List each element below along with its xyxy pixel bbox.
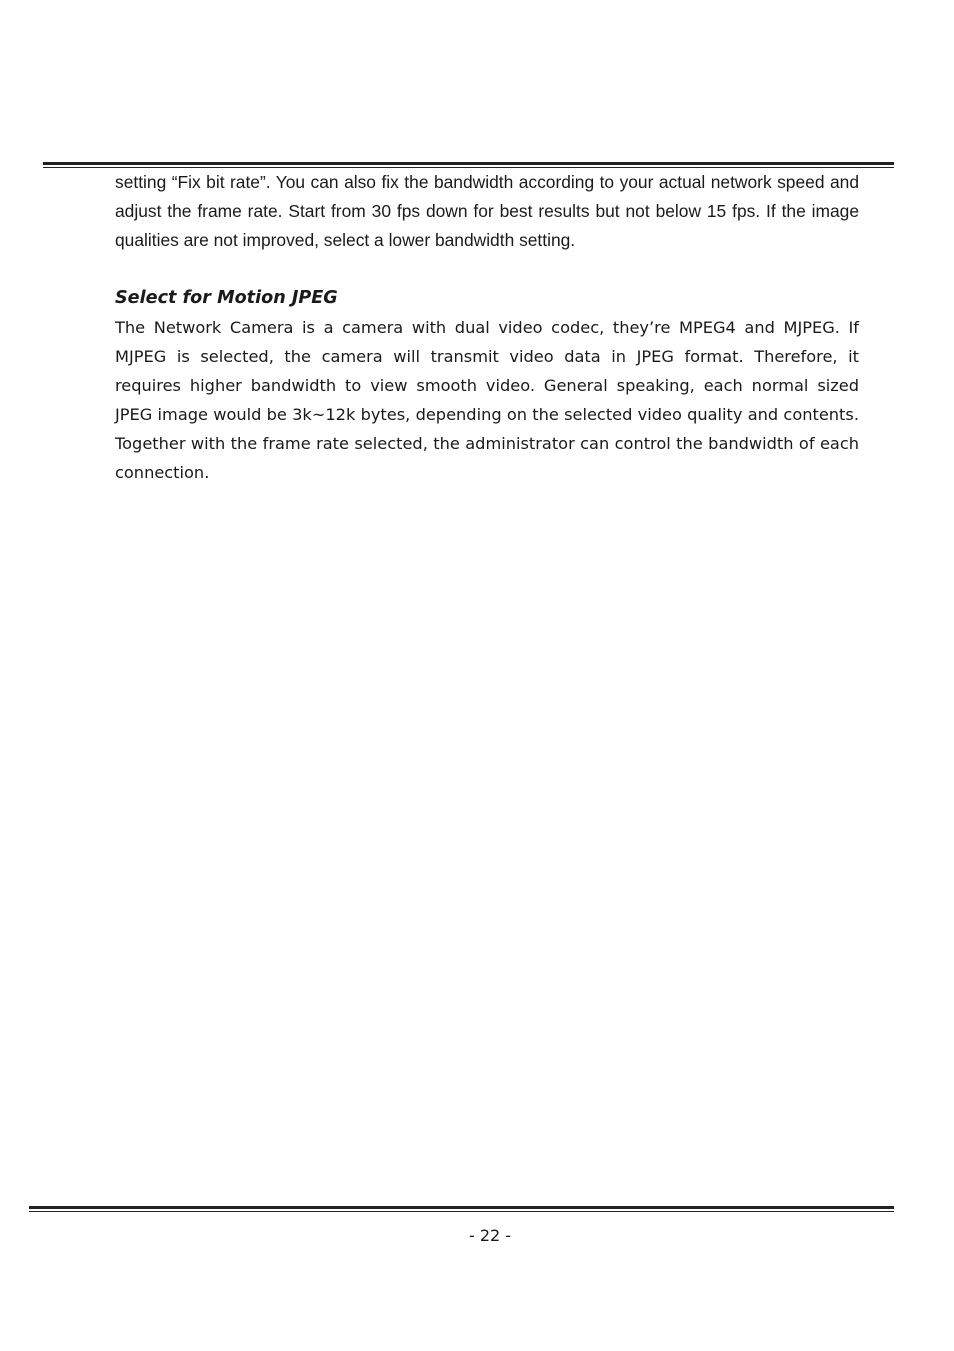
section-heading: Select for Motion JPEG — [115, 288, 338, 308]
page-number: - 22 - — [468, 1226, 512, 1245]
continued-paragraph: setting “Fix bit rate”. You can also fix the bandwidth according to your actual network speed and adjust the frame rate. Start from 30 fps down for best results but not below 15 fps. If the image qualities are not improved, select a lower bandwidth setting. — [115, 172, 859, 250]
footer-rule — [29, 1206, 894, 1212]
page-content — [115, 168, 859, 487]
section-paragraph: The Network Camera is a camera with dual video codec, they’re MPEG4 and MJPEG. If MJPEG is selected, the camera will transmit video data in JPEG format. Therefore, it requires higher bandwidth to view smooth video. General speaking, each normal sized JPEG image would be 3k~12k bytes, depending on the selected video quality and contents. Together with the frame rate selected, the administrator can control the bandwidth of each connection. — [115, 318, 859, 482]
